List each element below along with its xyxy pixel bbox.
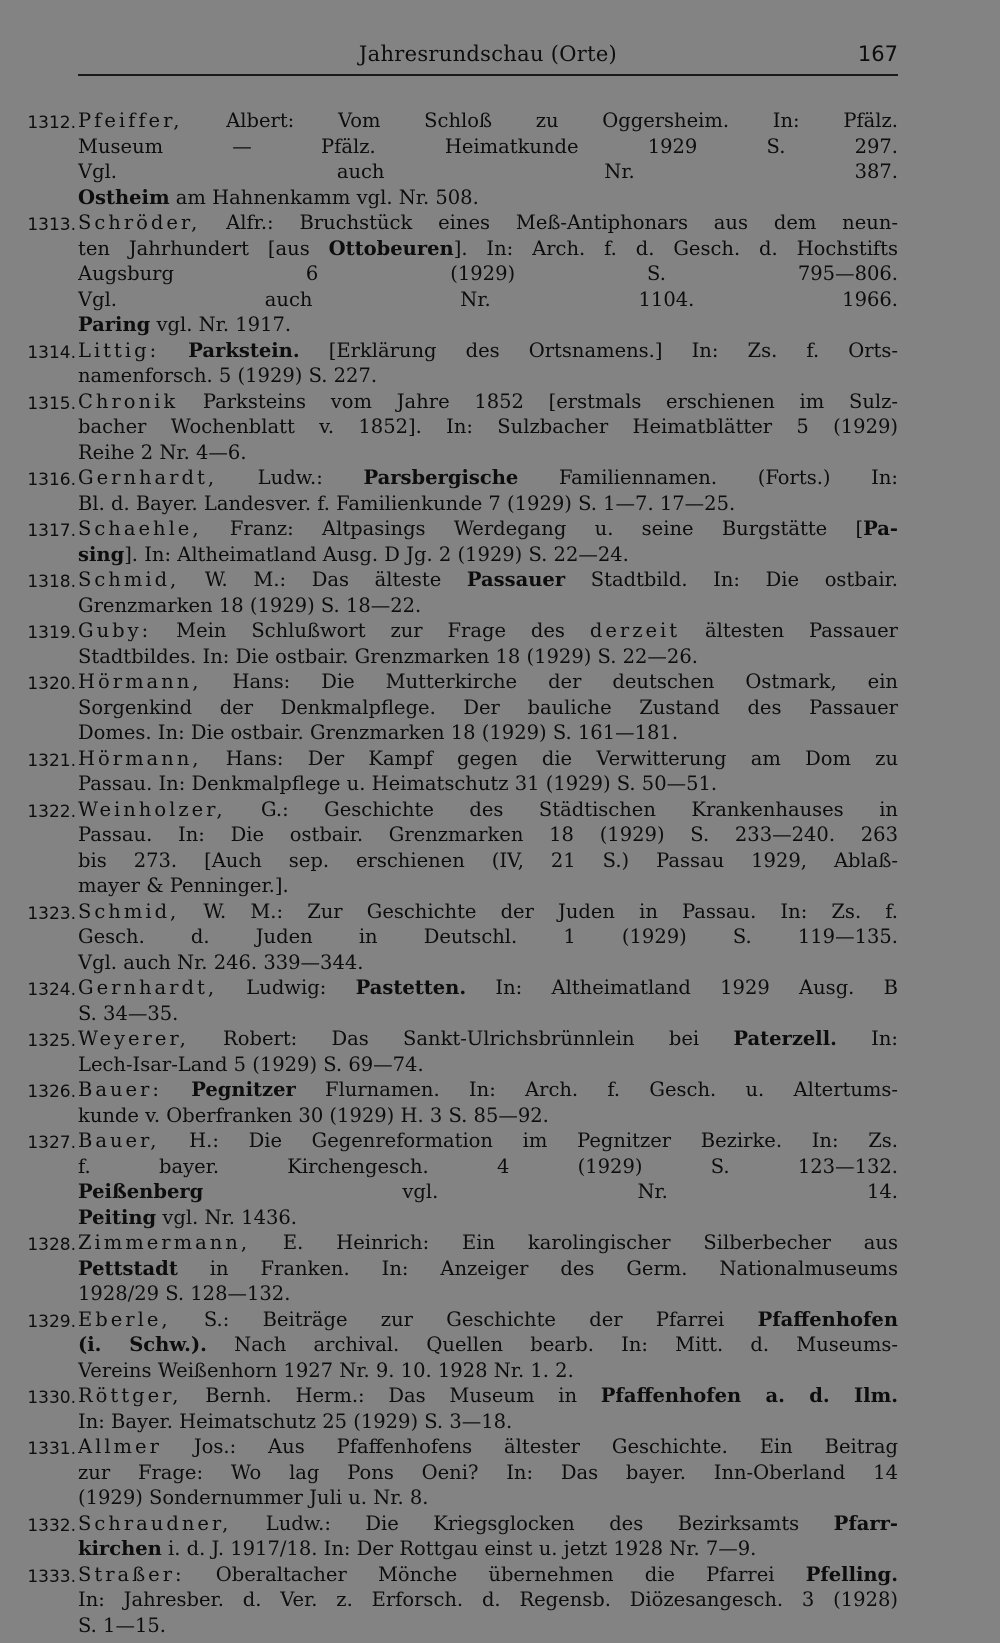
entry-text: Bl. d. Bayer. Landesver. f. Familienkunde 7 (1929) S. 1—7. 17—25. bbox=[78, 491, 736, 515]
entry-text bbox=[162, 1078, 191, 1101]
place-name: Pfelling. bbox=[805, 1562, 898, 1586]
entry-text: Hans: Die Mutterkirche der deutschen Ostmark, ein bbox=[201, 670, 898, 693]
author-name: Schaehle, bbox=[78, 517, 202, 540]
entry-line bbox=[78, 1026, 898, 1052]
entry-text: Passau. In: Denkmalpflege u. Heimatschutz 31 (1929) S. 50—51. bbox=[78, 772, 718, 795]
entry-text: Familiennamen. (Forts.) In: bbox=[518, 466, 898, 489]
entry-text: E. Heinrich: Ein karolingischer Silberbecher aus bbox=[250, 1231, 898, 1254]
entry-line bbox=[78, 542, 898, 568]
place-name: Pa- bbox=[863, 517, 898, 540]
entry-line bbox=[78, 261, 898, 287]
author-name: Schraudner, bbox=[78, 1511, 232, 1535]
entry-line bbox=[78, 491, 898, 517]
place-name: Ostheim bbox=[78, 185, 170, 209]
entry-text: Augsburg 6 (1929) S. 795—806. bbox=[78, 262, 898, 285]
entry-text: H.: Die Gegenreformation im Pegnitzer Bezirke. In: Zs. bbox=[159, 1129, 898, 1152]
bibliography-entry bbox=[0, 108, 898, 210]
entry-text: Franz: Altpasings Werdegang u. seine Burgstätte [ bbox=[201, 517, 864, 540]
running-header bbox=[78, 40, 898, 76]
entry-text: ]. In: Arch. f. d. Gesch. d. Hochstifts bbox=[453, 236, 898, 260]
entry-line bbox=[78, 1179, 898, 1205]
entry-text: vgl. Nr. 1917. bbox=[150, 313, 292, 336]
entry-text: Reihe 2 Nr. 4—6. bbox=[78, 440, 247, 464]
author-name: Hörmann, bbox=[78, 670, 202, 693]
entry-line bbox=[78, 1256, 898, 1282]
entry-line bbox=[78, 1409, 898, 1435]
author-name: Bauer: bbox=[78, 1078, 162, 1101]
entry-number: 1325. bbox=[27, 1031, 76, 1051]
author-name: Straßer: bbox=[78, 1562, 185, 1586]
entry-number: 1323. bbox=[27, 903, 76, 924]
entry-line bbox=[78, 593, 898, 619]
entry-line bbox=[78, 1460, 898, 1486]
entry-line bbox=[78, 848, 898, 874]
entry-text: Ludw.: bbox=[217, 466, 364, 489]
entry-number: 1315. bbox=[27, 393, 76, 414]
entry-line bbox=[78, 389, 898, 415]
entry-line bbox=[78, 1281, 898, 1307]
entry-number: 1313. bbox=[27, 215, 76, 235]
place-name: (i. Schw.). bbox=[78, 1333, 207, 1356]
author-name: Schröder, bbox=[78, 211, 201, 234]
bibliography-entry bbox=[0, 746, 898, 797]
entry-line bbox=[78, 185, 898, 211]
entry-line bbox=[78, 1001, 898, 1027]
bibliography-entry bbox=[0, 1128, 898, 1230]
entry-line bbox=[78, 975, 898, 1001]
bibliography-list bbox=[0, 108, 1000, 1638]
entry-number: 1326. bbox=[27, 1082, 76, 1102]
entry-text: ]. In: Altheimatland Ausg. D Jg. 2 (1929) S. 22—24. bbox=[124, 542, 629, 566]
entry-line bbox=[78, 771, 898, 797]
bibliography-entry bbox=[0, 210, 898, 338]
entry-line bbox=[78, 746, 898, 772]
entry-text: ten Jahrhundert [aus bbox=[78, 236, 329, 260]
author-name: Röttger, bbox=[78, 1384, 182, 1407]
entry-line bbox=[78, 108, 898, 134]
entry-line bbox=[78, 1536, 898, 1562]
entry-text: ältesten Passauer bbox=[680, 619, 898, 642]
entry-number: 1318. bbox=[27, 572, 76, 592]
entry-text: am Hahnenkamm vgl. Nr. 508. bbox=[169, 185, 479, 209]
entry-line bbox=[78, 1587, 898, 1613]
entry-text: S.: Beiträge zur Geschichte der Pfarrei bbox=[170, 1307, 758, 1331]
author-name: Zimmermann, bbox=[78, 1231, 251, 1254]
author-name: Bauer, bbox=[78, 1129, 160, 1152]
entry-text: [Erklärung des Ortsnamens.] In: Zs. f. Orts- bbox=[299, 338, 898, 362]
entry-text bbox=[159, 339, 188, 362]
entry-line bbox=[78, 363, 898, 389]
entry-text: Stadtbildes. In: Die ostbair. Grenzmarken 18 (1929) S. 22—26. bbox=[78, 644, 698, 668]
entry-number: 1324. bbox=[27, 980, 76, 1000]
place-name: Peißenberg bbox=[78, 1180, 204, 1203]
author-name: Gernhardt, bbox=[78, 466, 218, 489]
entry-text: i. d. J. 1917/18. In: Der Rottgau einst u. jetzt 1928 Nr. 7—9. bbox=[161, 1537, 757, 1560]
author-name: Littig: bbox=[78, 338, 160, 362]
entry-line bbox=[78, 1205, 898, 1231]
bibliography-entry bbox=[0, 1026, 898, 1077]
place-name: Peiting bbox=[78, 1205, 157, 1229]
bibliography-entry bbox=[0, 618, 898, 669]
entry-text: Oberaltacher Mönche übernehmen die Pfarrei bbox=[184, 1562, 806, 1586]
entry-line bbox=[78, 669, 898, 695]
bibliography-entry bbox=[0, 669, 898, 746]
bibliography-entry bbox=[0, 1383, 898, 1434]
bibliography-entry bbox=[0, 1307, 898, 1384]
entry-line bbox=[78, 1307, 898, 1333]
bibliography-entry bbox=[0, 567, 898, 618]
entry-text: Hans: Der Kampf gegen die Verwitterung am Dom zu bbox=[201, 746, 898, 770]
bibliography-entry bbox=[0, 389, 898, 466]
entry-line bbox=[78, 899, 898, 925]
author-name: Allmer bbox=[78, 1435, 162, 1458]
place-name: Paring bbox=[78, 313, 151, 336]
author-name: Chronik bbox=[78, 389, 179, 413]
entry-text: Nach archival. Quellen bearb. In: Mitt. d. Museums- bbox=[206, 1333, 898, 1356]
entry-text: Grenzmarken 18 (1929) S. 18—22. bbox=[78, 593, 422, 617]
entry-number: 1319. bbox=[27, 623, 76, 643]
place-name: Pfaffenhofen a. d. Ilm. bbox=[600, 1384, 898, 1407]
entry-number: 1316. bbox=[27, 470, 76, 490]
entry-text: In: Jahresber. d. Ver. z. Erforsch. d. Regensb. Diözesangesch. 3 (1928) bbox=[78, 1588, 898, 1611]
entry-text: Domes. In: Die ostbair. Grenzmarken 18 (1929) S. 161—181. bbox=[78, 721, 679, 744]
entry-line bbox=[78, 695, 898, 721]
author-name: Gernhardt, bbox=[78, 976, 218, 999]
entry-text: mayer & Penninger.]. bbox=[78, 874, 289, 897]
entry-number: 1312. bbox=[27, 113, 76, 133]
entry-text: In: bbox=[836, 1027, 898, 1050]
author-name: Schmid, bbox=[78, 899, 180, 923]
entry-text: bacher Wochenblatt v. 1852]. In: Sulzbacher Heimatblätter 5 (1929) bbox=[78, 415, 898, 438]
entry-number: 1317. bbox=[27, 521, 76, 541]
entry-number: 1321. bbox=[27, 750, 76, 771]
place-name: Parsbergische bbox=[363, 466, 519, 489]
entry-text: Stadtbild. In: Die ostbair. bbox=[565, 568, 898, 591]
entry-text: Passau. In: Die ostbair. Grenzmarken 18 (1929) S. 233—240. 263 bbox=[78, 823, 898, 846]
page-number: 167 bbox=[857, 42, 898, 66]
entry-text: W. M.: Das älteste bbox=[179, 568, 467, 591]
entry-line bbox=[78, 210, 898, 236]
entry-text: Jos.: Aus Pfaffenhofens ältester Geschichte. Ein Beitrag bbox=[161, 1435, 898, 1458]
entry-text: Lech-Isar-Land 5 (1929) S. 69—74. bbox=[78, 1052, 424, 1076]
entry-text: (1929) Sondernummer Juli u. Nr. 8. bbox=[78, 1486, 429, 1509]
entry-text: in Franken. In: Anzeiger des Germ. Nationalmuseums bbox=[177, 1256, 898, 1280]
author-name: Weinholzer, bbox=[78, 797, 226, 821]
author-name: Pfeiffer, bbox=[78, 109, 183, 132]
entry-text: Parksteins vom Jahre 1852 [erstmals erschienen im Sulz- bbox=[178, 389, 898, 413]
entry-line bbox=[78, 924, 898, 950]
entry-text: namenforsch. 5 (1929) S. 227. bbox=[78, 364, 378, 387]
entry-line bbox=[78, 644, 898, 670]
running-title: Jahresrundschau (Orte) bbox=[358, 42, 618, 66]
bibliography-entry bbox=[0, 1511, 898, 1562]
entry-line bbox=[78, 618, 898, 644]
entry-line bbox=[78, 873, 898, 899]
entry-text: S. 1—15. bbox=[78, 1613, 166, 1637]
entry-line bbox=[78, 414, 898, 440]
entry-text: bis 273. [Auch sep. erschienen (IV, 21 S.) Passau 1929, Ablaß- bbox=[78, 848, 898, 872]
entry-text: zur Frage: Wo lag Pons Oeni? In: Das bayer. Inn-Oberland 14 bbox=[78, 1460, 898, 1484]
entry-line bbox=[78, 1052, 898, 1078]
entry-text: Sorgenkind der Denkmalpflege. Der bauliche Zustand des Passauer bbox=[78, 695, 898, 719]
place-name: Pfarr- bbox=[833, 1511, 898, 1535]
place-name: Pfaffenhofen bbox=[757, 1307, 898, 1331]
entry-number: 1327. bbox=[27, 1133, 76, 1153]
entry-number: 1333. bbox=[27, 1566, 76, 1587]
entry-line bbox=[78, 134, 898, 160]
entry-text: Bernh. Herm.: Das Museum in bbox=[181, 1384, 601, 1407]
bibliography-entry bbox=[0, 1434, 898, 1511]
entry-line bbox=[78, 1511, 898, 1537]
place-name: Parkstein. bbox=[188, 338, 300, 362]
entry-number: 1329. bbox=[27, 1311, 76, 1332]
entry-line bbox=[78, 567, 898, 593]
entry-text: In: Bayer. Heimatschutz 25 (1929) S. 3—18. bbox=[78, 1409, 513, 1433]
entry-text: Vereins Weißenhorn 1927 Nr. 9. 10. 1928 Nr. 1. 2. bbox=[78, 1358, 574, 1382]
entry-text: Vgl. auch Nr. 1104. 1966. bbox=[78, 287, 898, 311]
entry-line bbox=[78, 950, 898, 976]
entry-text: vgl. Nr. 14. bbox=[203, 1180, 898, 1203]
entry-text: kunde v. Oberfranken 30 (1929) H. 3 S. 85—92. bbox=[78, 1103, 549, 1127]
author-name: Eberle, bbox=[78, 1307, 171, 1331]
entry-line bbox=[78, 1154, 898, 1180]
entry-line bbox=[78, 287, 898, 313]
entry-text: Ludwig: bbox=[217, 976, 356, 999]
bibliography-entry bbox=[0, 338, 898, 389]
entry-line bbox=[78, 1128, 898, 1154]
entry-text: W. M.: Zur Geschichte der Juden in Passau. In: Zs. f. bbox=[179, 899, 898, 923]
bibliography-entry bbox=[0, 975, 898, 1026]
entry-line bbox=[78, 159, 898, 185]
entry-line bbox=[78, 1103, 898, 1129]
entry-line bbox=[78, 1230, 898, 1256]
entry-number: 1330. bbox=[27, 1388, 76, 1408]
entry-line bbox=[78, 338, 898, 364]
entry-line bbox=[78, 720, 898, 746]
entry-text: f. bayer. Kirchengesch. 4 (1929) S. 123—132. bbox=[78, 1154, 898, 1178]
entry-number: 1331. bbox=[27, 1439, 76, 1459]
author-name: derzeit bbox=[589, 619, 681, 642]
place-name: Passauer bbox=[466, 568, 566, 591]
entry-text: Albert: Vom Schloß zu Oggersheim. In: Pfälz. bbox=[182, 109, 898, 132]
entry-line bbox=[78, 1434, 898, 1460]
entry-line bbox=[78, 1077, 898, 1103]
place-name: Pettstadt bbox=[78, 1256, 178, 1280]
entry-line bbox=[78, 797, 898, 823]
entry-line bbox=[78, 1613, 898, 1639]
place-name: Pegnitzer bbox=[191, 1078, 296, 1101]
entry-line bbox=[78, 516, 898, 542]
entry-text: Mein Schlußwort zur Frage des bbox=[151, 619, 590, 642]
entry-number: 1328. bbox=[27, 1235, 76, 1255]
entry-text: vgl. Nr. 1436. bbox=[156, 1205, 297, 1229]
bibliography-entry bbox=[0, 1077, 898, 1128]
entry-text: Alfr.: Bruchstück eines Meß-Antiphonars aus dem neun- bbox=[200, 211, 898, 234]
entry-text: Gesch. d. Juden in Deutschl. 1 (1929) S. 119—135. bbox=[78, 925, 898, 948]
place-name: Paterzell. bbox=[733, 1027, 837, 1050]
entry-line bbox=[78, 312, 898, 338]
entry-text: Vgl. auch Nr. 387. bbox=[78, 160, 898, 183]
entry-text: Robert: Das Sankt-Ulrichsbrünnlein bei bbox=[188, 1027, 734, 1050]
entry-line bbox=[78, 465, 898, 491]
entry-number: 1314. bbox=[27, 342, 76, 363]
place-name: Ottobeuren bbox=[328, 236, 454, 260]
place-name: Pastetten. bbox=[355, 976, 467, 999]
author-name: Hörmann, bbox=[78, 746, 202, 770]
author-name: Schmid, bbox=[78, 568, 180, 591]
entry-text: Flurnamen. In: Arch. f. Gesch. u. Altertums- bbox=[295, 1078, 898, 1101]
place-name: kirchen bbox=[78, 1537, 162, 1560]
entry-line bbox=[78, 1485, 898, 1511]
bibliography-entry bbox=[0, 1562, 898, 1639]
entry-number: 1322. bbox=[27, 801, 76, 822]
author-name: Guby: bbox=[78, 619, 152, 642]
bibliography-entry bbox=[0, 1230, 898, 1307]
entry-number: 1332. bbox=[27, 1515, 76, 1536]
entry-line bbox=[78, 1358, 898, 1384]
bibliography-entry bbox=[0, 516, 898, 567]
entry-line bbox=[78, 440, 898, 466]
entry-line bbox=[78, 822, 898, 848]
entry-text: In: Altheimatland 1929 Ausg. B bbox=[466, 976, 898, 999]
bibliography-entry bbox=[0, 797, 898, 899]
entry-text: S. 34—35. bbox=[78, 1001, 179, 1025]
entry-text: Ludw.: Die Kriegsglocken des Bezirksamts bbox=[231, 1511, 834, 1535]
entry-line bbox=[78, 1383, 898, 1409]
entry-line bbox=[78, 236, 898, 262]
entry-line bbox=[78, 1332, 898, 1358]
bibliography-entry bbox=[0, 899, 898, 976]
author-name: Weyerer, bbox=[78, 1027, 189, 1050]
entry-text: 1928/29 S. 128—132. bbox=[78, 1282, 291, 1305]
entry-number: 1320. bbox=[27, 674, 76, 694]
entry-text: Museum — Pfälz. Heimatkunde 1929 S. 297. bbox=[78, 134, 898, 158]
place-name: sing bbox=[78, 542, 125, 566]
entry-text: G.: Geschichte des Städtischen Krankenhauses in bbox=[225, 797, 898, 821]
entry-text: Vgl. auch Nr. 246. 339—344. bbox=[78, 950, 364, 974]
entry-line bbox=[78, 1562, 898, 1588]
bibliography-entry bbox=[0, 465, 898, 516]
